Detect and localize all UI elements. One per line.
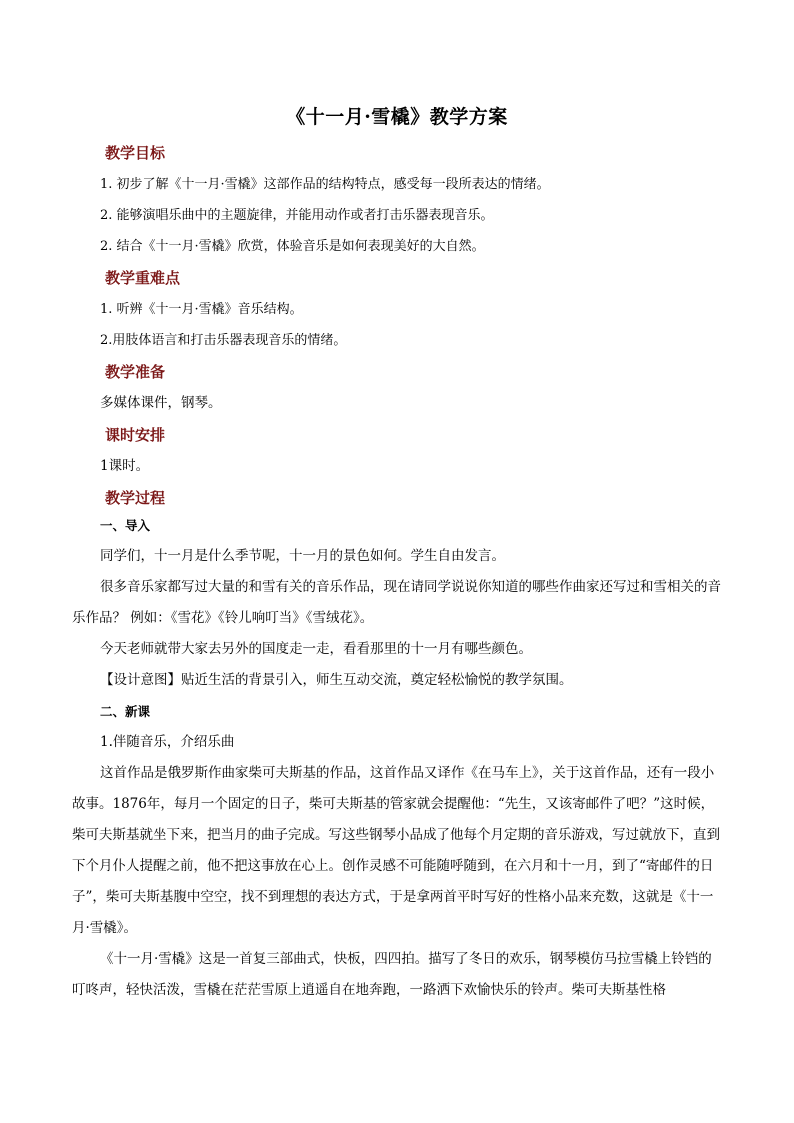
process-part-heading: 一、导入 <box>100 518 151 533</box>
process-paragraph: 《十一月·雪橇》这是一首复三部曲式，快板，四四拍。描写了冬日的欢乐，钢琴模仿马拉雪橇上铃铛的叮咚声，轻快活泼，雪橇在茫茫雪原上逍遥自在地奔跑，一路洒下欢愉快乐的铃声。柴可夫斯基性格 <box>72 951 712 998</box>
process-paragraph: 这首作品是俄罗斯作曲家柴可夫斯基的作品，这首作品又译作《在马车上》，关于这首作品，还有一段小故事。1876年，每月一个固定的日子，柴可夫斯基的管家就会提醒他：“先生，又该寄邮件了吧？”这时候，柴可夫斯基就坐下来，把当月的曲子完成。写这些钢琴小品成了他每个月定期的音乐游戏，写过就放下，直到下个月仆人提醒之前，他不把这事放在心上。创作灵感不可能随呼随到，在六月和十一月，到了“寄邮件的日子”，柴可夫斯基腹中空空，找不到理想的表达方式，于是拿两首平时写好的性格小品来充数，这就是《十一月·雪橇》。 <box>72 765 720 936</box>
document-title: 《十一月·雪橇》教学方案 <box>286 106 508 128</box>
process-part-heading: 二、新课 <box>100 704 151 719</box>
preparation-text: 多媒体课件，钢琴。 <box>100 395 222 411</box>
objective-item: 2. 结合《十一月·雪橇》欣赏，体验音乐是如何表现美好的大自然。 <box>100 239 485 254</box>
objective-item: 1. 初步了解《十一月·雪橇》这部作品的结构特点，感受每一段所表达的情绪。 <box>100 177 550 192</box>
objective-item: 2. 能够演唱乐曲中的主题旋律，并能用动作或者打击乐器表现音乐。 <box>100 208 494 223</box>
process-paragraph: 同学们，十一月是什么季节呢，十一月的景色如何。学生自由发言。 <box>100 548 505 564</box>
schedule-text: 1课时。 <box>100 458 150 474</box>
section-heading-key-points: 教学重难点 <box>105 269 181 287</box>
design-intent-paragraph: 【设计意图】贴近生活的背景引入，师生互动交流，奠定轻松愉悦的教学氛围。 <box>100 672 573 688</box>
key-point-item: 2.用肢体语言和打击乐器表现音乐的情绪。 <box>100 333 347 348</box>
section-heading-preparation: 教学准备 <box>105 363 166 381</box>
process-paragraph: 今天老师就带大家去另外的国度走一走，看看那里的十一月有哪些颜色。 <box>100 641 532 657</box>
process-subheading: 1.伴随音乐，介绍乐曲 <box>100 734 235 750</box>
section-heading-objectives: 教学目标 <box>105 144 166 162</box>
section-heading-schedule: 课时安排 <box>105 426 166 444</box>
key-point-item: 1. 听辨《十一月·雪橇》音乐结构。 <box>100 302 303 317</box>
process-paragraph: 很多音乐家都写过大量的和雪有关的音乐作品，现在请同学说说你知道的哪些作曲家还写过和雪相关的音乐作品？ 例如：《雪花》《铃儿响叮当》《雪绒花》。 <box>72 579 721 626</box>
document-body <box>72 141 724 1006</box>
section-heading-process: 教学过程 <box>105 489 166 507</box>
